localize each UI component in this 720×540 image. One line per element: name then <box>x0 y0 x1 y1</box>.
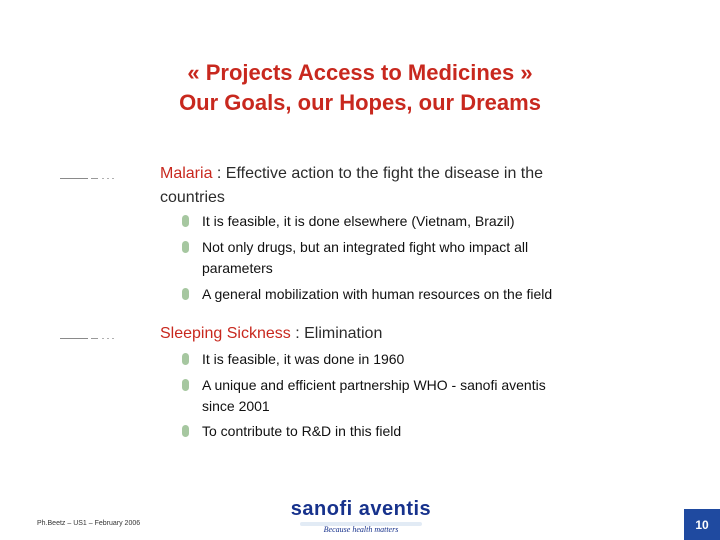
page-number: 10 <box>684 509 720 540</box>
bullet-marker-icon <box>182 241 189 253</box>
section-decoration-line <box>60 177 122 181</box>
title-line-1: « Projects Access to Medicines » <box>187 60 533 85</box>
bullet-marker-icon <box>182 379 189 391</box>
footer-author: Ph.Beetz – US1 – February 2006 <box>37 520 141 527</box>
bullet-marker-icon <box>182 215 189 227</box>
section-heading-text: : Elimination <box>290 325 383 342</box>
section-keyword: Malaria <box>160 165 213 182</box>
logo-wordmark: sanofi aventis <box>290 498 432 520</box>
section-decoration-line <box>60 337 122 341</box>
section-keyword: Sleeping Sickness <box>160 325 291 342</box>
title-line-2: Our Goals, our Hopes, our Dreams <box>179 90 541 115</box>
bullet-marker-icon <box>182 353 189 365</box>
bullet-marker-icon <box>182 425 189 437</box>
section-heading <box>160 163 650 184</box>
bullet-marker-icon <box>182 288 189 300</box>
slide: « Projects Access to Medicines » Our Goals, our Hopes, our Dreams Malaria : Effective action to the fight the disease in the countries It is feasible, it is done elsewhere (Vietnam, Brazil) Not only drugs, but an integrated fight who impact all parameters A general mobilization with human resources on the field Sleeping Sickness : Elimination It is feasible, it was done in 1960 A unique and efficient partnership WHO - sanofi aventis since 2001 To contribute to R&D in this field Ph.Beetz – US1 – February 2006 sanofi aventis Because health matters 10 <box>0 0 720 540</box>
sanofi-aventis-logo <box>286 498 436 540</box>
section-heading-cont: countries <box>160 189 225 206</box>
logo-tagline: Because health matters <box>323 525 399 534</box>
section-heading <box>160 323 650 344</box>
section-heading-text: : Effective action to the fight the disease in the <box>212 165 544 182</box>
slide-title <box>0 58 720 118</box>
